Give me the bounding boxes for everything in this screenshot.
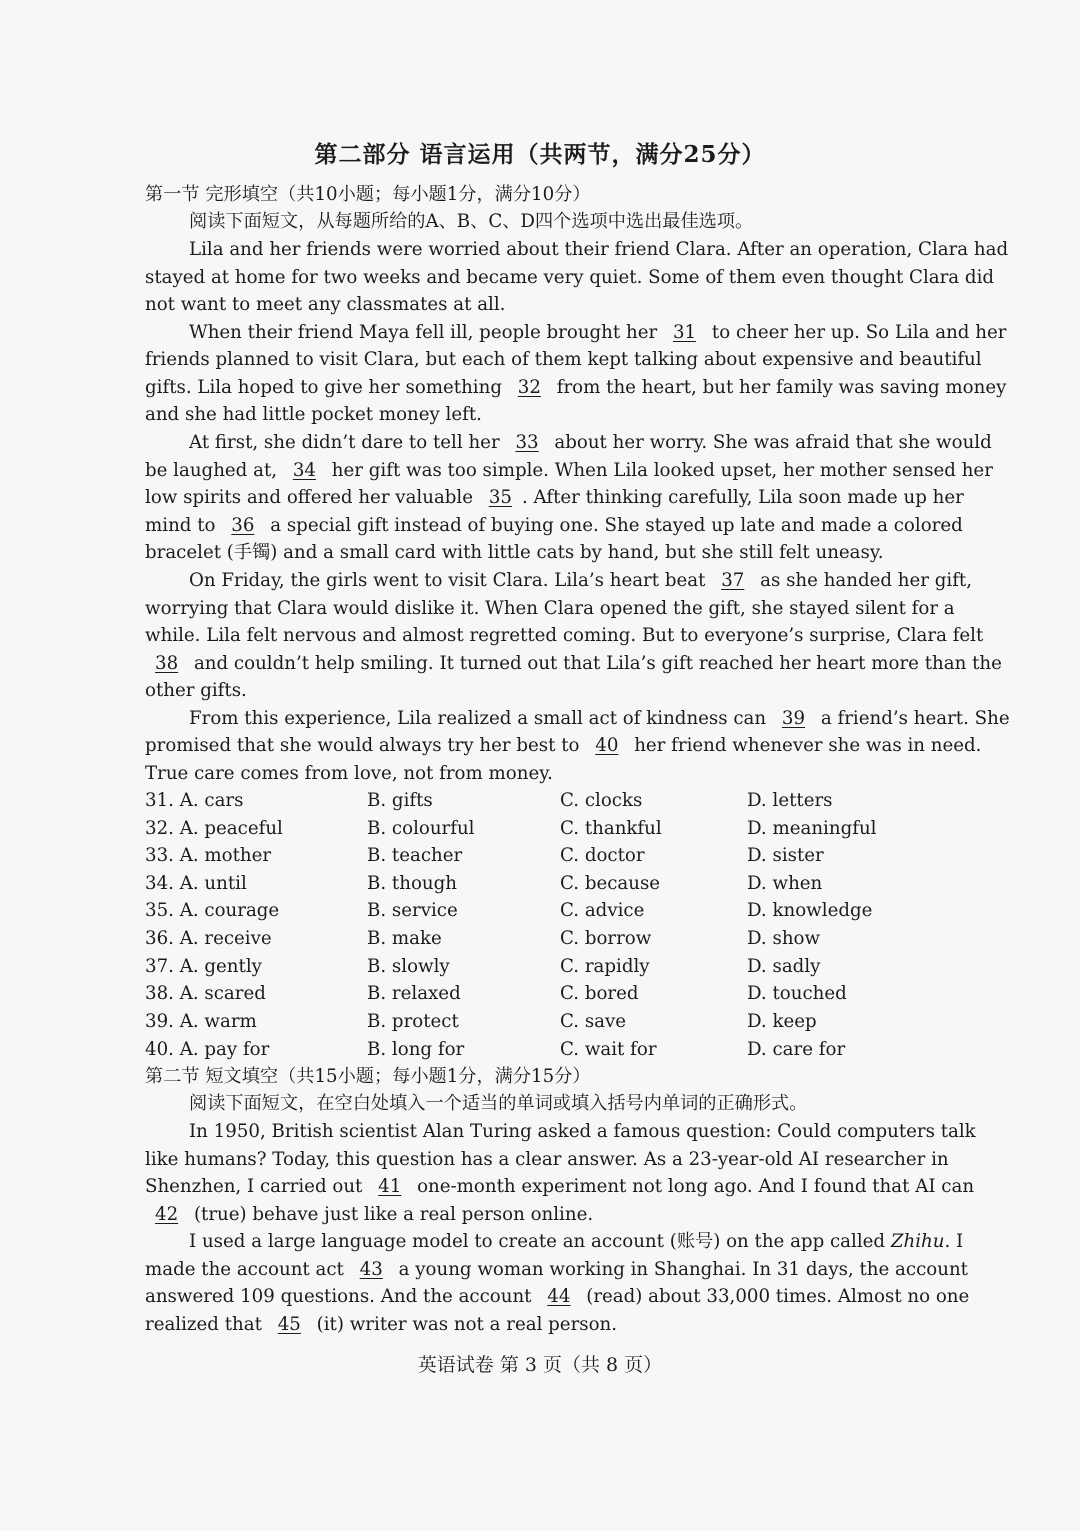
passage-line: 38 and couldn’t help smiling. It turned out that Lila’s gift reached her heart more than the <box>145 650 940 677</box>
section1-header: 第一节 完形填空（共10小题；每小题1分，满分10分） <box>145 184 591 205</box>
blank-41: 41 <box>378 1176 402 1197</box>
blank-37: 37 <box>721 570 745 591</box>
option-d: D. when <box>747 873 823 894</box>
option-d: D. keep <box>747 1011 817 1032</box>
option-a: 32. A. peaceful <box>145 818 283 839</box>
passage-line: like humans? Today, this question has a clear answer. As a 23-year-old AI researcher in <box>145 1149 949 1170</box>
option-c: C. advice <box>560 900 645 921</box>
option-d: D. show <box>747 928 821 949</box>
option-b: B. teacher <box>367 845 463 866</box>
option-c: C. thankful <box>560 818 662 839</box>
passage-line: realized that 45 (it) writer was not a real person. <box>145 1311 940 1338</box>
part-title: 第二部分 语言运用（共两节，满分25分） <box>314 141 766 168</box>
passage-line: and she had little pocket money left. <box>145 404 482 425</box>
option-a: 35. A. courage <box>145 900 280 921</box>
passage-line: promised that she would always try her best to 40 her friend whenever she was in need. <box>145 732 940 759</box>
option-d: D. letters <box>747 790 833 811</box>
passage-line: while. Lila felt nervous and almost regretted coming. But to everyone’s surprise, Clara felt <box>145 625 984 646</box>
passage-line: stayed at home for two weeks and became very quiet. Some of them even thought Clara did <box>145 267 995 288</box>
option-c: C. save <box>560 1011 627 1032</box>
blank-39: 39 <box>781 708 806 729</box>
option-d: D. sadly <box>747 956 821 977</box>
option-a: 33. A. mother <box>145 845 272 866</box>
section2-instruction: 阅读下面短文，在空白处填入一个适当的单词或填入括号内单词的正确形式。 <box>189 1093 808 1114</box>
passage-line: answered 109 questions. And the account 44 (read) about 33,000 times. Almost no one <box>145 1283 940 1310</box>
passage-line: On Friday, the girls went to visit Clara. Lila’s heart beat 37 as she handed her gift, <box>145 567 940 594</box>
blank-43: 43 <box>359 1259 383 1280</box>
passage-line: bracelet (手镯) and a small card with little cats by hand, but she still felt uneasy. <box>145 542 884 563</box>
passage-line: From this experience, Lila realized a small act of kindness can 39 a friend’s heart. She <box>145 705 940 732</box>
page-footer: 英语试卷 第 3 页（共 8 页） <box>417 1354 663 1376</box>
option-b: B. protect <box>367 1011 459 1032</box>
option-b: B. service <box>367 900 458 921</box>
option-c: C. borrow <box>560 928 652 949</box>
passage-line: Shenzhen, I carried out 41 one-month experiment not long ago. And I found that AI can <box>145 1173 940 1200</box>
passage-line: mind to 36 a special gift instead of buying one. She stayed up late and made a colored <box>145 512 940 539</box>
option-b: B. gifts <box>367 790 433 811</box>
blank-44: 44 <box>547 1286 571 1307</box>
option-b: B. slowly <box>367 956 450 977</box>
option-a: 36. A. receive <box>145 928 272 949</box>
option-c: C. wait for <box>560 1039 657 1060</box>
blank-33: 33 <box>515 432 539 453</box>
passage-line: other gifts. <box>145 680 247 701</box>
blank-45: 45 <box>277 1314 301 1335</box>
option-c: C. clocks <box>560 790 643 811</box>
section1-instruction: 阅读下面短文，从每题所给的A、B、C、D四个选项中选出最佳选项。 <box>189 211 754 232</box>
passage-line: low spirits and offered her valuable 35 . After thinking carefully, Lila soon made up her <box>145 484 940 511</box>
passage-line: gifts. Lila hoped to give her something 32 from the heart, but her family was saving money <box>145 374 940 401</box>
option-a: 37. A. gently <box>145 956 262 977</box>
section2-header: 第二节 短文填空（共15小题；每小题1分，满分15分） <box>145 1066 591 1087</box>
option-d: D. meaningful <box>747 818 877 839</box>
option-a: 34. A. until <box>145 873 247 894</box>
option-d: D. care for <box>747 1039 846 1060</box>
option-b: B. long for <box>367 1039 465 1060</box>
option-b: B. relaxed <box>367 983 461 1004</box>
passage-line: True care comes from love, not from money. <box>145 763 553 784</box>
blank-40: 40 <box>595 735 619 756</box>
passage-line: 42 (true) behave just like a real person online. <box>145 1201 940 1228</box>
blank-31: 31 <box>672 322 697 343</box>
option-b: B. make <box>367 928 442 949</box>
option-c: C. rapidly <box>560 956 650 977</box>
option-d: D. sister <box>747 845 824 866</box>
blank-35: 35 <box>488 487 512 508</box>
passage-line: In 1950, British scientist Alan Turing asked a famous question: Could computers talk <box>189 1121 976 1142</box>
passage-line: be laughed at, 34 her gift was too simple. When Lila looked upset, her mother sensed her <box>145 457 940 484</box>
option-c: C. bored <box>560 983 639 1004</box>
option-c: C. doctor <box>560 845 645 866</box>
passage-line: I used a large language model to create an account (账号) on the app called Zhihu. I <box>189 1231 964 1252</box>
option-a: 39. A. warm <box>145 1011 257 1032</box>
passage-line: not want to meet any classmates at all. <box>145 294 506 315</box>
option-c: C. because <box>560 873 661 894</box>
passage-line: friends planned to visit Clara, but each of them kept talking about expensive and beautiful <box>145 349 982 370</box>
option-b: B. though <box>367 873 457 894</box>
option-a: 40. A. pay for <box>145 1039 270 1060</box>
blank-32: 32 <box>517 377 541 398</box>
option-d: D. touched <box>747 983 847 1004</box>
blank-42: 42 <box>155 1204 179 1225</box>
blank-36: 36 <box>231 515 255 536</box>
blank-34: 34 <box>292 460 316 481</box>
blank-38: 38 <box>155 653 179 674</box>
option-a: 38. A. scared <box>145 983 266 1004</box>
passage-line: When their friend Maya fell ill, people brought her 31 to cheer her up. So Lila and her <box>145 319 940 346</box>
option-b: B. colourful <box>367 818 475 839</box>
passage-line: made the account act 43 a young woman working in Shanghai. In 31 days, the account <box>145 1256 940 1283</box>
passage-line: At first, she didn’t dare to tell her 33 about her worry. She was afraid that she would <box>145 429 940 456</box>
option-d: D. knowledge <box>747 900 873 921</box>
passage-line: Lila and her friends were worried about their friend Clara. After an operation, Clara had <box>189 239 1009 260</box>
passage-line: worrying that Clara would dislike it. When Clara opened the gift, she stayed silent for a <box>145 598 955 619</box>
app-name: Zhihu <box>890 1231 945 1252</box>
option-a: 31. A. cars <box>145 790 244 811</box>
